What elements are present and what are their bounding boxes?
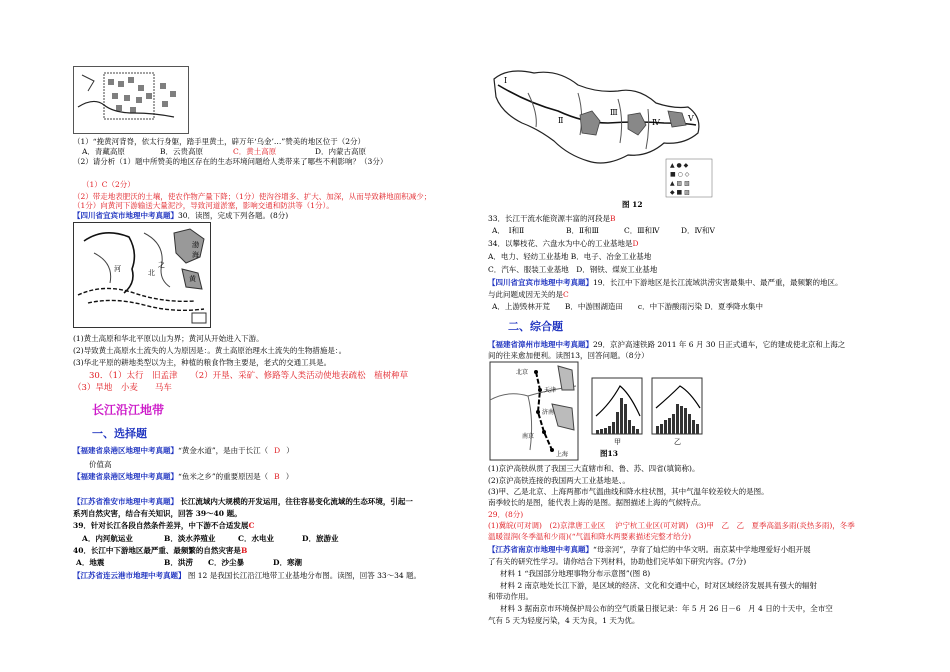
q39-opt-b: B．淡水养殖业 <box>164 534 216 543</box>
q34-opts-line1: A．电力、轻纺工业基地 B．电子、冶金工业基地 <box>488 252 652 261</box>
q39-opt-c: C．水电业 <box>238 534 274 543</box>
city-shanghai: 上海 <box>556 451 569 458</box>
intro-text: 长江流域内大规模的开发运用，往往容易变化流域的生态环境，引起一 <box>180 497 413 506</box>
question-js-intro-2: 系列自然灾害，结合有关知识，回答 39～40 题。 <box>73 509 242 518</box>
yangtze-industry-map <box>488 63 716 198</box>
question-34 <box>488 239 639 248</box>
city-tianjin: 天津 <box>544 387 557 394</box>
option-d: D．内蒙古高原 <box>315 147 367 156</box>
answer-letter: B <box>274 472 280 481</box>
source-tag: 【福建省泉港区地理中考真题】 <box>73 446 178 455</box>
q39-opt-a: A．内河航运业 <box>82 534 133 543</box>
question-fj1-cont: 价值高 <box>89 460 112 469</box>
loess-map-graphic <box>74 67 188 133</box>
question-29-1: (1)京沪高铁纵贯了我国三大直辖市和、鲁、苏、四省(填简称)。 <box>488 464 700 473</box>
answer-29-heading: 29．(8分) <box>488 510 524 519</box>
question-30: 30．读图，完成下列各题。(8分) <box>178 211 289 220</box>
answer-letter: B <box>240 546 248 555</box>
question-29-2: (2)京沪高铁连接的我国两大工业基地是、。 <box>488 476 630 485</box>
answer-29a: (1)冀皖(可对调) (2)京津唐工业区 沪宁杭工业区(可对调) (3)甲 乙 乙 夏季高温多雨(炎热多雨)，冬季 <box>488 521 855 530</box>
material-1: 材料 1 “我国部分地理事物分布示意图”(图 8) <box>500 569 651 578</box>
option-c: C．黄土高原 <box>233 147 277 156</box>
svg-text:▲ ▨ ▧: ▲ ▨ ▧ <box>670 180 690 187</box>
section-heading-comprehensive: 二、综合题 <box>508 320 563 333</box>
q40-opt-a: A．地震 <box>76 558 105 567</box>
option-a: A．青藏高原 <box>82 147 125 156</box>
map-label-hai: 海 <box>192 251 199 259</box>
climate-chart-jia <box>592 378 642 446</box>
question-29b: 间的往来愈加便利。读图13，回答问题。（8分） <box>488 351 649 360</box>
city-beijing: 北京 <box>516 369 529 376</box>
material-2b: 和带动作用。 <box>488 592 533 601</box>
figure-13-caption: 图13 <box>600 449 618 458</box>
question-29-3: (3)甲、乙是北京、上海两都市气温曲线和降水柱状图，其中气温年较差较大的是图。 <box>488 487 769 496</box>
answer-2a: （2）带走地表肥沃的土壤，使农作物产量下降；（1分）使沟谷增多、扩大、加深，从而导致耕地面积减少； <box>73 192 432 201</box>
answer-letter: D <box>632 239 639 248</box>
answer-letter: D <box>274 446 281 455</box>
north-china-map <box>73 222 211 328</box>
map-label-huang: 黄 <box>189 275 196 283</box>
answer-letter: C <box>563 290 569 299</box>
question-30-2: (2)导致黄土高原水土流失的人为原因是：。黄土高原治理水土流失的生物措施是：。 <box>73 346 347 355</box>
answer-letter: B <box>610 214 616 223</box>
svg-text:■ ○ ◇: ■ ○ ◇ <box>670 171 690 178</box>
question-loess-1: （1）“挽黄河背脊，依太行身躯，踏手里黄土，辟万年‘乌金’…”赞美的地区位于（2分） <box>73 137 365 146</box>
question-fj2 <box>73 472 293 481</box>
source-tag: 【四川省宜宾市地理中考真题】 <box>73 211 178 220</box>
question-29-3b: 南季较长的是图，能代表上海的是图。据图描述上海的气候特点。 <box>488 498 706 507</box>
q40-opt-c: C．沙尘暴 <box>208 558 244 567</box>
region-label-1: Ⅰ <box>504 76 508 85</box>
svg-text:▲ ● ◆: ▲ ● ◆ <box>670 162 689 169</box>
q40-opt-b: B．洪涝 <box>164 558 193 567</box>
question-19b <box>488 290 569 299</box>
question-lyg <box>73 571 421 580</box>
answer-letter: C <box>248 521 255 530</box>
answer-2b: （1分）向黄河下游输送大量泥沙，导致河道淤塞，影响交通和防洪等（1分）。 <box>73 201 334 210</box>
q33-opt-d: D．Ⅳ和Ⅴ <box>681 226 715 235</box>
region-label-3: Ⅲ <box>610 108 618 117</box>
chart-label-jia: 甲 <box>614 438 621 446</box>
city-nanjing: 南京 <box>522 433 535 440</box>
figure-12-caption: 图 12 <box>622 200 643 209</box>
question-text: ） <box>286 446 294 455</box>
source-tag: 【四川省宜宾市地理中考真题】 <box>488 278 593 287</box>
q33-opt-b: B．Ⅱ和Ⅲ <box>566 226 599 235</box>
section-heading-choice: 一、选择题 <box>92 427 147 440</box>
answer-1: （1）C（2分） <box>82 180 135 189</box>
loess-plateau-map <box>73 66 189 134</box>
question-text: 与此问题成因无关的是 <box>488 290 563 299</box>
source-tag: 【福建省漳州市地理中考真题】 <box>488 340 593 349</box>
answer-29b: 温暖湿润(冬季温和少雨)(“气温和降水两要素描述完整才给分) <box>488 532 692 541</box>
question-40 <box>73 546 247 555</box>
map-label-zhi: 之 <box>158 261 165 269</box>
question-text: 39．针对长江各段自然条件差异，中下游不合适发展 <box>73 521 249 530</box>
question-text: 33．长江干流水能资源丰富的河段是 <box>488 214 611 223</box>
question-js-intro <box>73 497 413 506</box>
section-title-yangtze: 长江沿江地带 <box>92 403 165 417</box>
material-2: 材料 2 南京地处长江下游，是区域的经济、文化和交通中心，时对区域经济发展具有强大的辐射 <box>500 581 818 590</box>
svg-text:◆ ■ ▨: ◆ ■ ▨ <box>670 189 690 196</box>
question-33 <box>488 214 616 223</box>
answer-30a: 30．（1）太行 旧孟津 （2）开垦、采矿、修路等人类活动使地表疏松 植树种草 <box>89 371 409 381</box>
question-fj1 <box>73 446 294 455</box>
region-label-2: Ⅱ <box>558 116 564 125</box>
question-30-1: (1)黄土高原和华北平原以山为界；黄河从开始进入下游。 <box>73 334 264 343</box>
source-tag: 【江苏省南京市地理中考真题】 <box>488 545 593 554</box>
q19-opts: A．上游毁林开荒 B．中游围湖造田 c．中下游酸雨污染 D．夏季降水集中 <box>492 302 764 311</box>
map-label-bei: 北 <box>148 269 155 277</box>
question-text: 29．京沪高速铁路 2011 年 6 月 30 日正式通车，它的建成使北京和上海之 <box>593 340 846 349</box>
question-nanjing <box>488 545 811 554</box>
question-text: “母亲河”，孕育了灿烂的中华文明。南京某中学地理爱好小组开展 <box>593 545 811 554</box>
map-label-he: 河 <box>114 265 121 273</box>
option-b: B．云贵高原 <box>160 147 204 156</box>
question-30-line <box>73 211 288 220</box>
question-text: ） <box>285 472 294 481</box>
question-text: “鱼米之乡”的重要原因是（ <box>178 472 269 481</box>
city-jinan: 济南 <box>542 409 555 416</box>
climate-chart-yi <box>652 378 702 446</box>
question-loess-2: （2）请分析（1）题中所赞美的地区存在的生态环境问题给人类带来了哪些不利影响？（3分） <box>73 157 388 166</box>
question-text: 19．长江中下游地区是长江流域洪涝灾害最集中、最严重，最频繁的地区。 <box>593 278 843 287</box>
region-label-4: Ⅳ <box>652 118 660 127</box>
question-30-3: (3)华北平原的耕地类型以为主，种植的粮食作物主要是，老式的交通工具是。 <box>73 358 332 367</box>
question-nanjing-2: 了有关的研究性学习。请你结合下列材料，协助他们完毕如下研究内容。(7分) <box>488 557 747 566</box>
region-label-5: Ⅴ <box>688 114 694 123</box>
q34-opts-line2: C．汽车、服装工业基地 D．钢铁、煤炭工业基地 <box>488 265 658 274</box>
map-label-bo: 渤 <box>192 241 199 249</box>
question-text: 40．长江中下游地区最严重、最频繁的自然灾害是 <box>73 546 241 555</box>
material-3b: 气有 5 天为轻度污染，4 天为良，1 天为优。 <box>488 616 640 625</box>
question-29 <box>488 340 845 349</box>
figure-12-map <box>488 63 716 198</box>
source-tag: 【江苏省连云港市地理中考真题】 <box>73 571 186 580</box>
chart-label-yi: 乙 <box>674 438 681 446</box>
question-text: 图 12 是我国长江沿江地带工业基地分布图。读图，回答 33～34 题。 <box>187 571 422 580</box>
material-3: 材料 3 据南京市环境保护局公布的空气质量日报记录：年 5 月 26 日－6 月 4 日的十天中，全市空 <box>500 604 833 613</box>
north-china-map-graphic <box>74 223 210 327</box>
question-text: 34．以攀枝花、六盘水为中心的工业基地是 <box>488 239 633 248</box>
q33-opt-a: A． Ⅰ和Ⅱ <box>492 226 525 235</box>
question-39 <box>73 521 254 530</box>
source-tag: 【福建省泉港区地理中考真题】 <box>73 472 178 481</box>
q40-opt-d: D．寒潮 <box>273 558 303 567</box>
question-19 <box>488 278 843 287</box>
q39-opt-d: D．旅游业 <box>302 534 339 543</box>
source-tag: 【江苏省淮安市地理中考真题】 <box>73 497 178 506</box>
q33-opt-c: C．Ⅲ和Ⅳ <box>624 226 660 235</box>
question-text: “黄金水道”，是由于长江（ <box>178 446 269 455</box>
answer-30b: （3）旱地 小麦 马车 <box>73 383 172 393</box>
